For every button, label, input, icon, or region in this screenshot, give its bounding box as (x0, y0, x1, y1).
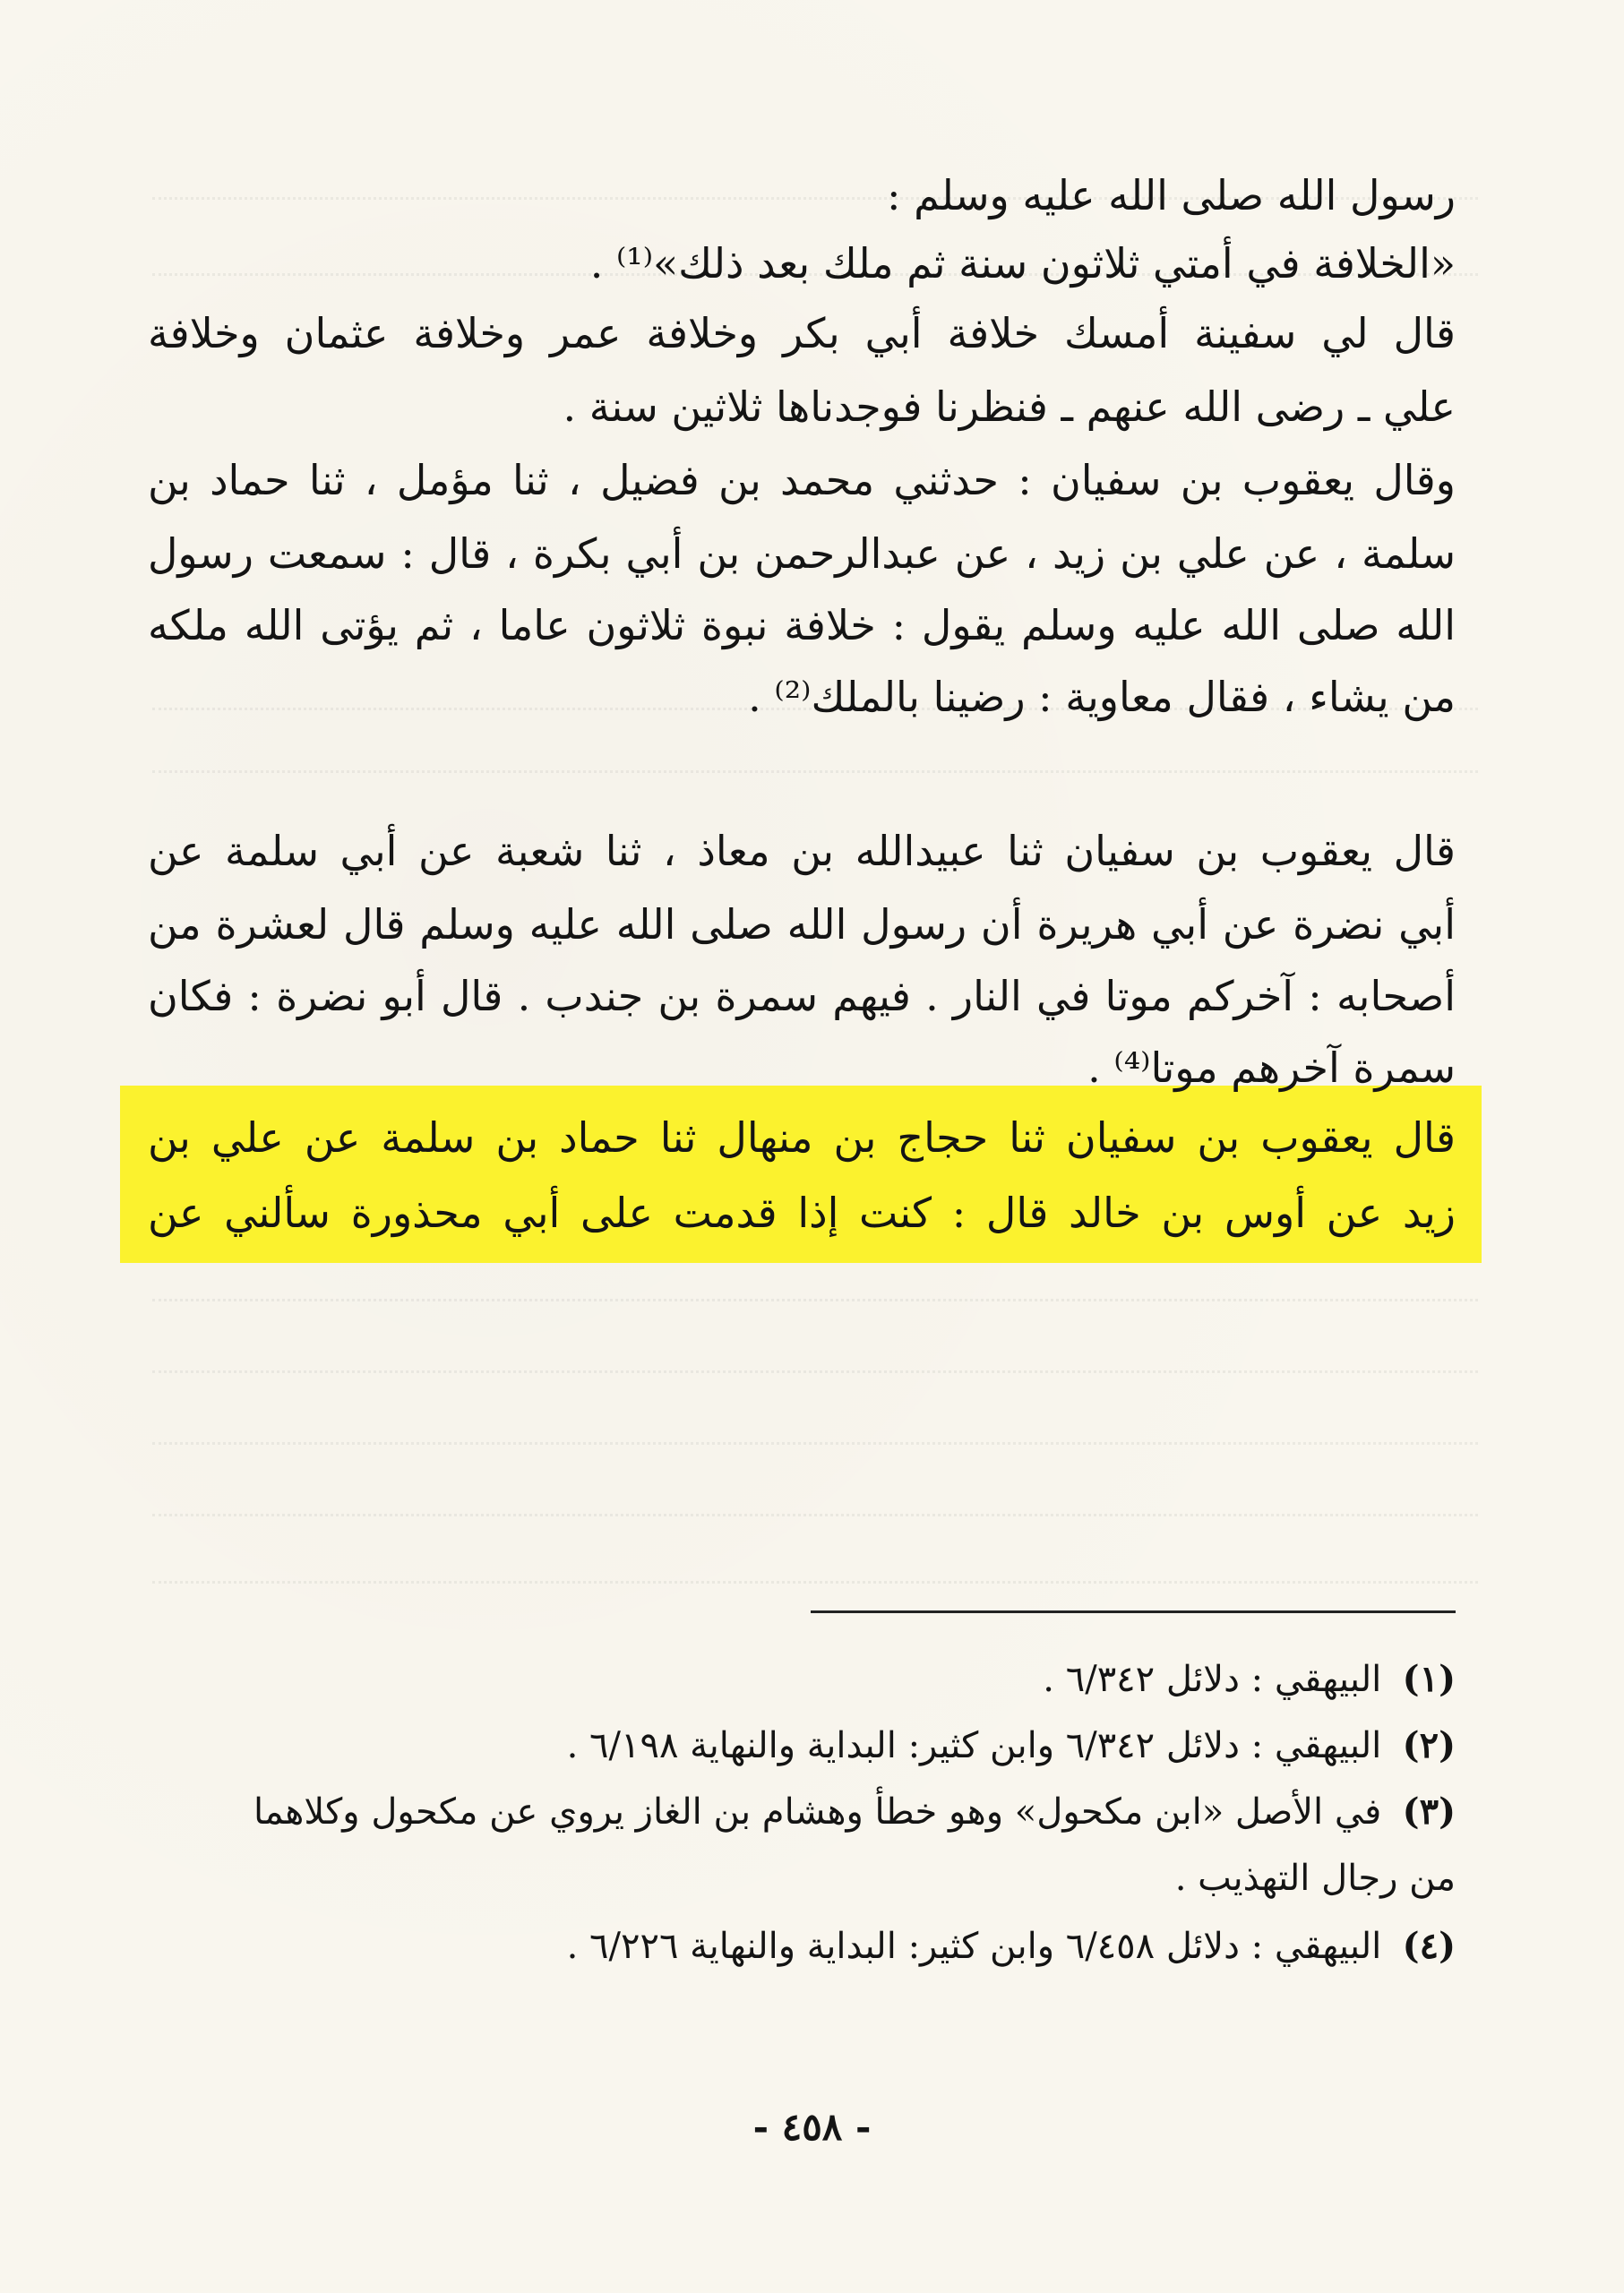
text-line: وقال يعقوب بن سفيان : حدثني محمد بن فضيل ، ثنا مؤمل ، ثنا حماد بن (148, 456, 1456, 504)
text-line: أصحابه : آخركم موتا في النار . فيهم سمرة بن جندب . قال أبو نضرة : فكان (148, 972, 1456, 1020)
highlighted-text-line: زيد عن أوس بن خالد قال : كنت إذا قدمت على أبي محذورة سألني عن (148, 1189, 1456, 1237)
bleed-through-mark (152, 1370, 1478, 1374)
text-line: علي ـ رضى الله عنهم ـ فنظرنا فوجدناها ثلاثين سنة . (563, 382, 1456, 431)
text-line: سمرة آخرهم موتا⁽⁴⁾ . (1087, 1043, 1456, 1092)
text-line: من يشاء ، فقال معاوية : رضينا بالملك⁽²⁾ . (748, 673, 1456, 721)
footnote-2 (148, 1714, 1456, 1777)
bleed-through-mark (152, 1442, 1478, 1446)
bleed-through-mark (152, 1299, 1478, 1302)
footnote-3-continuation: من رجال التهذيب . (1174, 1858, 1456, 1899)
footnote-3 (148, 1781, 1456, 1843)
footnote-number: (١) (1402, 1658, 1456, 1700)
footnote-text: البيهقي : دلائل ٦/٤٥٨ وابن كثير: البداية والنهاية ٦/٢٢٦ . (566, 1926, 1382, 1967)
footnote-number: (٢) (1402, 1724, 1456, 1766)
bleed-through-mark (152, 1514, 1478, 1517)
footnote-text: البيهقي : دلائل ٦/٣٤٢ . (1043, 1659, 1382, 1700)
text-line: قال يعقوب بن سفيان ثنا عبيدالله بن معاذ ، ثنا شعبة عن أبي سلمة عن (148, 827, 1456, 875)
text-line: سلمة ، عن علي بن زيد ، عن عبدالرحمن بن أبي بكرة ، قال : سمعت رسول (148, 529, 1456, 578)
footnote-text: البيهقي : دلائل ٦/٣٤٢ وابن كثير: البداية والنهاية ٦/١٩٨ . (566, 1725, 1382, 1766)
page-number: - ٤٥٨ - (752, 2105, 872, 2149)
text-line: الله صلى الله عليه وسلم يقول : خلافة نبوة ثلاثون عاما ، ثم يؤتى الله ملكه (148, 601, 1456, 649)
text-line: قال لي سفينة أمسك خلافة أبي بكر وخلافة عمر وخلافة عثمان وخلافة (148, 309, 1456, 357)
footnote-1 (148, 1648, 1456, 1711)
highlighted-text-line: قال يعقوب بن سفيان ثنا حجاج بن منهال ثنا حماد بن سلمة عن علي بن (148, 1113, 1456, 1162)
footnote-text: في الأصل «ابن مكحول» وهو خطأ وهشام بن الغاز يروي عن مكحول وكلاهما (253, 1791, 1382, 1833)
footnote-4 (148, 1915, 1456, 1978)
footnote-separator (811, 1610, 1456, 1613)
footnote-number: (٣) (1402, 1791, 1456, 1833)
footnote-number: (٤) (1402, 1925, 1456, 1967)
main-text (148, 0, 1456, 1272)
bleed-through-mark (152, 1581, 1478, 1584)
text-line: أبي نضرة عن أبي هريرة أن رسول الله صلى الله عليه وسلم قال لعشرة من (148, 900, 1456, 949)
text-line: «الخلافة في أمتي ثلاثون سنة ثم ملك بعد ذلك»⁽¹⁾ . (589, 239, 1456, 288)
text-line: رسول الله صلى الله عليه وسلم : (887, 171, 1456, 219)
